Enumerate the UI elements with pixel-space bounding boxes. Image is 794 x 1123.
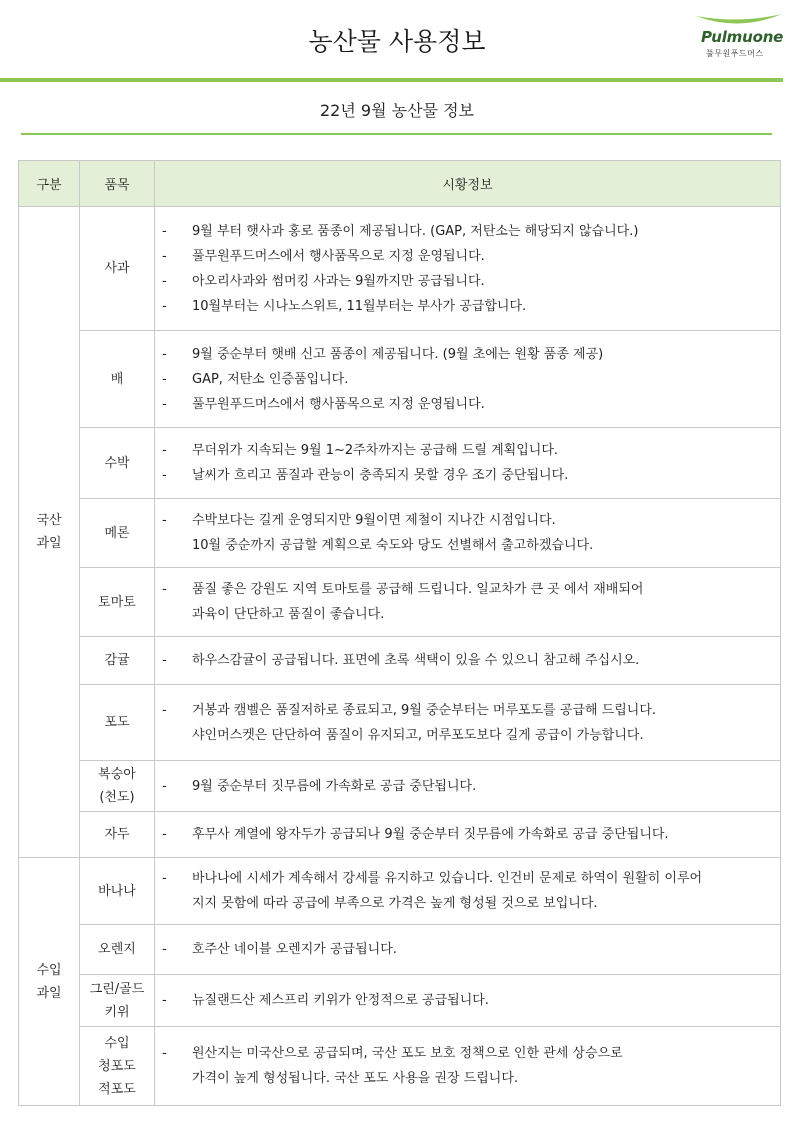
market-info-cell xyxy=(155,428,781,499)
info-text: 호주산 네이블 오렌지가 공급됩니다. xyxy=(192,942,397,957)
bullet-dash: - xyxy=(162,396,167,412)
market-info-cell xyxy=(155,568,781,637)
page-title: 농산물 사용정보 xyxy=(308,27,486,56)
table-row xyxy=(19,207,781,331)
bullet-dash: - xyxy=(162,468,167,483)
table-row xyxy=(19,331,781,428)
category-label-line: 과일 xyxy=(36,985,62,1001)
table-row xyxy=(19,428,781,499)
bullet-dash xyxy=(159,533,192,558)
item-name: 수박 xyxy=(80,428,155,499)
info-text: 거봉과 캠벨은 품질저하로 종료되고, 9월 중순부터는 머루포도를 공급해 드립니다. xyxy=(192,702,657,718)
info-text: 9월 중순부터 햇배 신고 품종이 제공됩니다. (9월 초에는 원황 품종 제공) xyxy=(192,346,604,362)
market-info-table xyxy=(18,160,781,1106)
info-line xyxy=(159,294,774,319)
info-text: 뉴질랜드산 제스프리 키위가 안정적으로 공급됩니다. xyxy=(192,993,489,1008)
table-row xyxy=(19,975,781,1027)
info-line xyxy=(159,774,774,799)
item-name: 토마토 xyxy=(80,568,155,637)
bullet-dash: - xyxy=(162,443,167,458)
market-info-cell xyxy=(155,207,781,331)
info-line xyxy=(159,577,774,602)
info-line xyxy=(159,463,774,488)
info-text: 샤인머스켓은 단단하여 품질이 유지되고, 머루포도보다 길게 공급이 가능합니다. xyxy=(192,727,644,743)
info-line xyxy=(159,438,774,463)
info-line xyxy=(159,822,774,847)
logo-text: Pulmuone xyxy=(701,28,784,46)
bullet-dash: - xyxy=(162,298,167,314)
item-name: 그린/골드 키위 xyxy=(80,975,155,1027)
info-text: GAP, 저탄소 인증품입니다. xyxy=(192,371,349,387)
info-line xyxy=(159,244,774,269)
info-text: 원산지는 미국산으로 공급되며, 국산 포도 보호 정책으로 인한 관세 상승으로 xyxy=(192,1046,623,1061)
column-header-category: 구분 xyxy=(19,161,80,207)
category-label-line: 과일 xyxy=(36,536,62,551)
bullet-dash xyxy=(159,891,192,916)
bullet-dash: - xyxy=(162,223,167,239)
bullet-dash xyxy=(159,723,192,748)
item-name: 배 xyxy=(80,331,155,428)
info-text: 아오리사과와 썸머킹 사과는 9월까지만 공급됩니다. xyxy=(192,273,485,289)
info-line xyxy=(159,937,774,962)
column-header-item: 품목 xyxy=(80,161,155,207)
market-info-cell xyxy=(155,331,781,428)
table-row xyxy=(19,499,781,568)
market-info-cell xyxy=(155,685,781,761)
info-line xyxy=(159,508,774,533)
table-row xyxy=(19,858,781,925)
item-name: 메론 xyxy=(80,499,155,568)
market-info-cell xyxy=(155,1027,781,1106)
market-info-cell xyxy=(155,499,781,568)
item-name: 오렌지 xyxy=(80,925,155,975)
bullet-dash: - xyxy=(162,827,167,842)
info-text: 가격이 높게 형성됩니다. 국산 포도 사용을 권장 드립니다. xyxy=(192,1071,519,1086)
info-text: 과육이 단단하고 품질이 좋습니다. xyxy=(192,607,385,622)
info-text: 품질 좋은 강원도 지역 토마토를 공급해 드립니다. 일교차가 큰 곳 에서 재배되어 xyxy=(192,582,644,597)
header-divider xyxy=(0,78,783,82)
item-name: 바나나 xyxy=(80,858,155,925)
info-line xyxy=(159,392,774,417)
bullet-dash xyxy=(159,602,192,627)
bullet-dash: - xyxy=(162,248,167,264)
bullet-dash: - xyxy=(162,371,167,387)
table-row xyxy=(19,1027,781,1106)
category-label-line: 국산 xyxy=(36,513,62,528)
info-line xyxy=(159,1066,774,1091)
market-info-cell xyxy=(155,637,781,685)
category-cell xyxy=(19,858,80,1106)
report-subtitle: 22년 9월 농산물 정보 xyxy=(320,101,474,120)
item-name: 복숭아 (천도) xyxy=(80,761,155,812)
table-body xyxy=(19,207,781,1106)
market-info-cell xyxy=(155,975,781,1027)
table-row xyxy=(19,685,781,761)
table-row xyxy=(19,761,781,812)
bullet-dash: - xyxy=(162,1046,167,1061)
info-text: 9월 중순부터 짓무름에 가속화로 공급 중단됩니다. xyxy=(192,778,477,794)
info-text: 하우스감귤이 공급됩니다. 표면에 초록 색택이 있을 수 있으니 참고해 주십시오. xyxy=(192,653,640,668)
item-name: 감귤 xyxy=(80,637,155,685)
info-text: 무더위가 지속되는 9월 1~2주차까지는 공급해 드릴 계획입니다. xyxy=(192,443,559,458)
info-line xyxy=(159,723,774,748)
info-text: 10월 중순까지 공급할 계획으로 숙도와 당도 선별해서 출고하겠습니다. xyxy=(192,538,594,553)
bullet-dash xyxy=(159,1066,192,1091)
info-line xyxy=(159,602,774,627)
bullet-dash: - xyxy=(162,346,167,362)
info-text: 후무사 계열에 왕자두가 공급되나 9월 중순부터 짓무름에 가속화로 공급 중단됩니다. xyxy=(192,827,669,842)
market-info-cell xyxy=(155,761,781,812)
info-text: 풀무원푸드머스에서 행사품목으로 지정 운영됩니다. xyxy=(192,248,485,264)
info-line xyxy=(159,533,774,558)
info-line xyxy=(159,891,774,916)
table-row xyxy=(19,925,781,975)
info-line xyxy=(159,219,774,244)
bullet-dash: - xyxy=(162,513,167,528)
bullet-dash: - xyxy=(162,273,167,289)
bullet-dash: - xyxy=(162,993,167,1008)
info-text: 10월부터는 시나노스위트, 11월부터는 부사가 공급합니다. xyxy=(192,298,527,314)
pulmuone-logo xyxy=(694,12,784,62)
logo-subtext: 풀무원푸드머스 xyxy=(706,49,764,58)
info-text: 풀무원푸드머스에서 행사품목으로 지정 운영됩니다. xyxy=(192,396,485,412)
info-line xyxy=(159,342,774,367)
info-text: 날씨가 흐리고 품질과 관능이 충족되지 못할 경우 조기 중단됩니다. xyxy=(192,468,569,483)
category-label-line: 수입 xyxy=(36,962,62,978)
info-text: 9월 부터 햇사과 홍로 품종이 제공됩니다. (GAP, 저탄소는 해당되지 않습니다.) xyxy=(192,223,639,239)
item-name: 자두 xyxy=(80,812,155,858)
item-name: 수입 청포도 적포도 xyxy=(80,1027,155,1106)
info-line xyxy=(159,698,774,723)
info-line xyxy=(159,648,774,673)
market-info-cell xyxy=(155,925,781,975)
bullet-dash: - xyxy=(162,702,167,718)
info-text: 지지 못함에 따라 공급에 부족으로 가격은 높게 형성될 것으로 보입니다. xyxy=(192,896,598,911)
item-name: 사과 xyxy=(80,207,155,331)
info-line xyxy=(159,269,774,294)
info-line xyxy=(159,367,774,392)
info-line xyxy=(159,866,774,891)
bullet-dash: - xyxy=(162,582,167,597)
subtitle-divider xyxy=(21,133,772,135)
table-header-row xyxy=(19,161,781,207)
bullet-dash: - xyxy=(162,871,167,886)
info-line xyxy=(159,988,774,1013)
bullet-dash: - xyxy=(162,778,167,794)
info-line xyxy=(159,1041,774,1066)
bullet-dash: - xyxy=(162,942,167,957)
item-name: 포도 xyxy=(80,685,155,761)
info-text: 수박보다는 길게 운영되지만 9월이면 제철이 지나간 시점입니다. xyxy=(192,513,556,528)
table-row xyxy=(19,568,781,637)
table-row xyxy=(19,637,781,685)
column-header-market-info: 시황정보 xyxy=(155,161,781,207)
bullet-dash: - xyxy=(162,653,167,668)
category-cell xyxy=(19,207,80,858)
table-row xyxy=(19,812,781,858)
market-info-cell xyxy=(155,858,781,925)
market-info-cell xyxy=(155,812,781,858)
info-text: 바나나에 시세가 계속해서 강세를 유지하고 있습니다. 인건비 문제로 하역이 원활히 이루어 xyxy=(192,871,703,886)
